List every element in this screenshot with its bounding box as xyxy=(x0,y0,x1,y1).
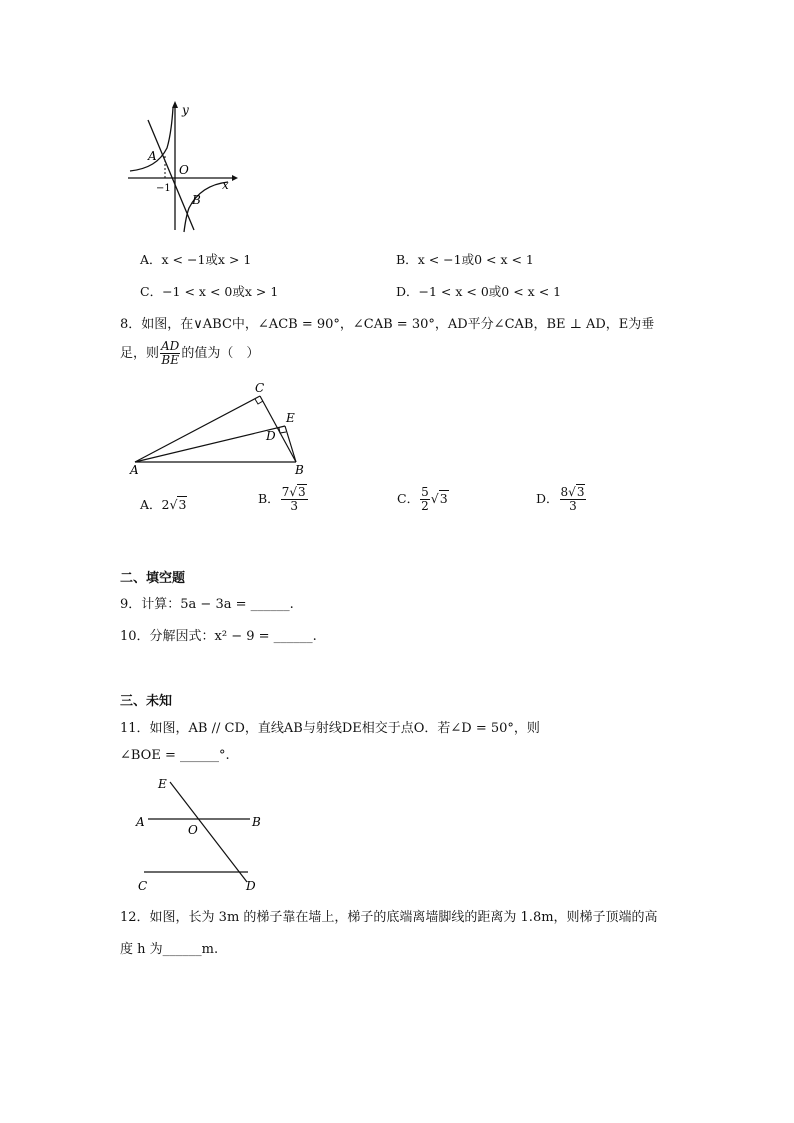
q7-option-a: A．x < −1或x > 1 xyxy=(140,252,252,267)
q7-option-c: C．−1 < x < 0或x > 1 xyxy=(140,284,279,299)
label-e: E xyxy=(286,411,295,425)
q8-option-b: B． $\frac{7√3}{3}$ xyxy=(258,485,306,513)
y-axis-arrow xyxy=(172,101,178,108)
label-a: A xyxy=(136,815,145,829)
label-b: B xyxy=(192,193,201,207)
q12-line1: 12．如图，长为 3m 的梯子靠在墙上，梯子的底端离墙脚线的距离为 1.8m，则梯子顶端的高 xyxy=(120,910,658,925)
label-o: O xyxy=(179,163,189,177)
section-3-title: 三、未知 xyxy=(120,694,173,709)
label-y: y xyxy=(182,103,189,117)
x-axis-arrow xyxy=(232,175,238,181)
label-c: C xyxy=(255,381,265,395)
label-neg1: −1 xyxy=(156,183,171,194)
label-a: A xyxy=(148,149,157,163)
q8-option-c: C． $\frac{5}{2}$ √3 xyxy=(397,485,448,513)
right-angle-e xyxy=(279,428,286,433)
label-d: D xyxy=(246,879,256,893)
q7-graph xyxy=(120,98,240,238)
q8-option-a: A．2√3 xyxy=(140,497,187,512)
q8-fraction: $\frac{AD}{BE}$ xyxy=(161,339,180,367)
label-e: E xyxy=(158,777,167,791)
section-2-title: 二、填空题 xyxy=(120,571,186,586)
q7-option-d: D．−1 < x < 0或0 < x < 1 xyxy=(396,284,562,299)
label-a: A xyxy=(130,463,139,477)
label-d: D xyxy=(266,429,276,443)
q8-figure xyxy=(125,378,325,478)
side-ac xyxy=(135,396,260,462)
q11-line1: 11．如图，AB // CD，直线AB与射线DE相交于点O．若∠D = 50°，则 xyxy=(120,721,540,736)
q11-line2: ∠BOE = ______°. xyxy=(120,748,230,763)
q11-figure xyxy=(130,772,270,894)
label-b: B xyxy=(295,463,304,477)
segment-ae xyxy=(135,426,285,462)
label-c: C xyxy=(138,879,148,893)
q8-option-d: D． $\frac{8√3}{3}$ xyxy=(536,485,585,513)
ray-de xyxy=(170,782,247,882)
q12-line2: 度 h 为______m. xyxy=(120,942,219,957)
label-o: O xyxy=(188,823,198,837)
label-b: B xyxy=(252,815,261,829)
q10-text: 10．分解因式：x² − 9 = ______. xyxy=(120,629,317,644)
label-x: x xyxy=(222,178,229,192)
q8-line2: 足，则 $\frac{AD}{BE}$ 的值为（ ） xyxy=(120,339,260,367)
q7-option-b: B．x < −1或0 < x < 1 xyxy=(396,252,534,267)
q9-text: 9．计算：5a − 3a = ______. xyxy=(120,597,294,612)
q8-line1: 8．如图，在∨ABC中，∠ACB = 90°，∠CAB = 30°，AD平分∠CAB，BE ⊥ AD，E为垂 xyxy=(120,317,655,332)
